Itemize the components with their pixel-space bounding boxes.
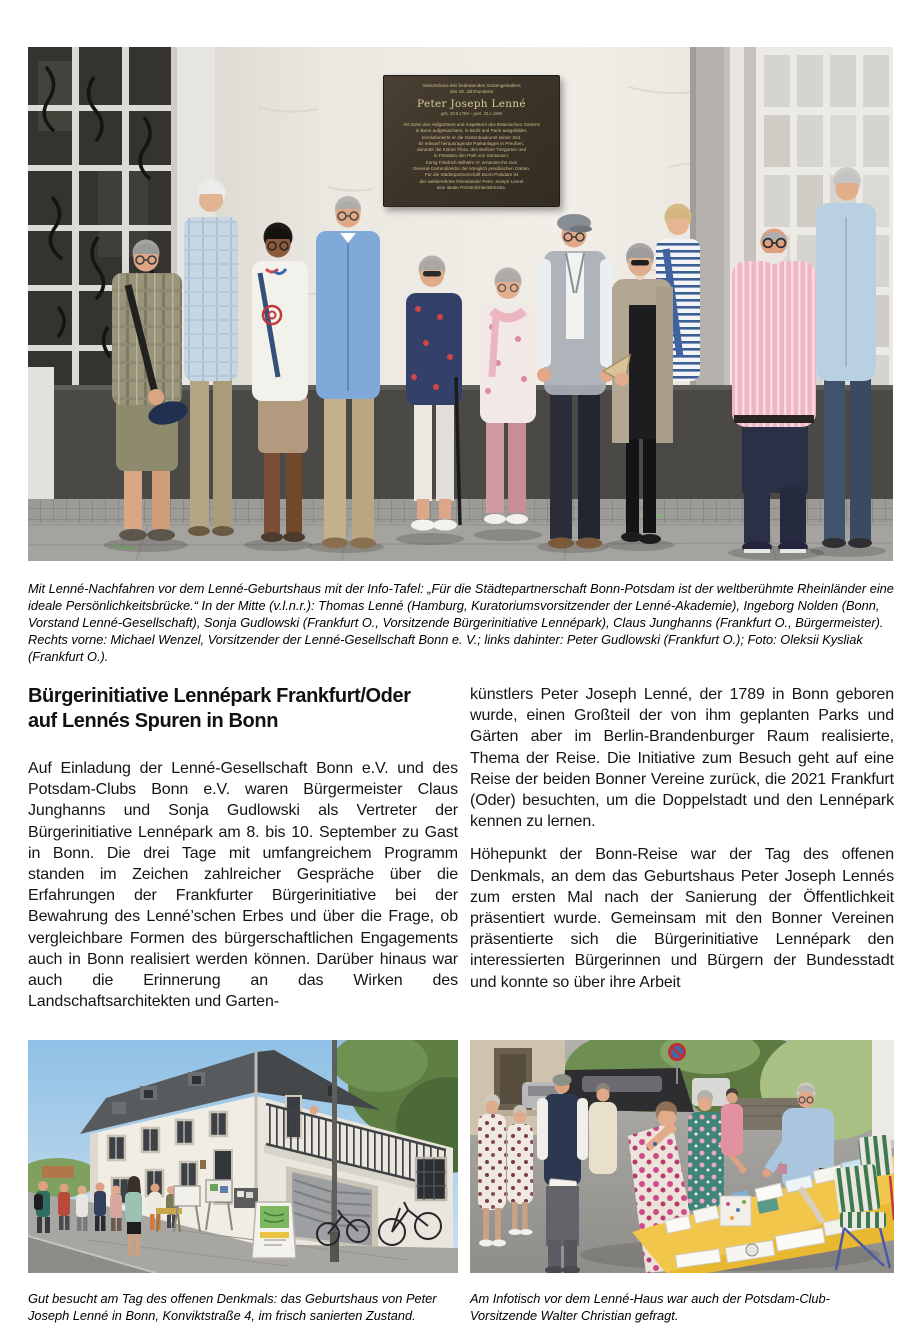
paragraph: Auf Einladung der Lenné-Gesellschaft Bonn e.V. und des Potsdam-Clubs Bonn e.V. waren Bürgermeister Claus Junghanns und Sonja Gudlowski als Vertreter der Bürgerinitiative Lennépark am 8. bis 10. September zu Gast in Bonn. Die drei Tage mit umfangreichem Programm standen im Zeichen zahlreicher Gespräche über die Erfahrungen der Frankfurter Bürgerinitiative bei der Bewahrung des Lenné’schen Erbes und über die Frage, ob vergleichbare Formen des bürgerschaftlichen Engagements auch in Bonn realisiert werden können. Darüber hinaus war auch die Erinnerung an das Wirken des Landschaftsarchitekten und Garten- bbox=[28, 760, 458, 1011]
memorial-plaque bbox=[383, 75, 560, 207]
bottom-left-photo bbox=[28, 1040, 458, 1273]
plaque-text-line: darunter die Kölner Flora, den Berliner Tiergarten und bbox=[416, 147, 527, 153]
bottom-left-caption: Gut besucht am Tag des offenen Denkmals: das Geburtshaus von Peter Joseph Lenné in Bonn, Konviktstraße 4, im frisch sanierten Zustand. bbox=[28, 1291, 437, 1323]
bottom-figures bbox=[28, 1040, 894, 1324]
a-frame-sign bbox=[252, 1202, 296, 1258]
article-left-column bbox=[28, 684, 458, 1012]
article-title-line2: auf Lennés Spuren in Bonn bbox=[28, 710, 279, 732]
left-column-paragraphs bbox=[28, 758, 458, 1012]
plaque-text-line: in Bonn aufgewachsen, in Brühl und Paris ausgebildet, bbox=[415, 128, 528, 134]
plaque-text-line: in Potsdam den Park von Sanssouci. bbox=[433, 153, 510, 159]
plaque-text-line: revolutionierte er die Gartenbaukunst seiner Zeit. bbox=[421, 134, 522, 140]
mug bbox=[778, 1164, 787, 1174]
info-table-scene bbox=[470, 1040, 894, 1273]
article-right-column bbox=[470, 684, 894, 1012]
door-jamb bbox=[28, 367, 54, 517]
article-title-line1: Bürgerinitiative Lennépark Frankfurt/Oder bbox=[28, 685, 411, 707]
plaque-name: Peter Joseph Lenné bbox=[417, 98, 526, 110]
plaque-text-line: König Friedrich Wilhelm IV. ernannte ihn zum bbox=[425, 159, 518, 165]
bottom-right-photo bbox=[470, 1040, 894, 1273]
article bbox=[28, 684, 894, 1012]
flower-box bbox=[720, 1196, 751, 1226]
article-title bbox=[28, 684, 458, 734]
plaque-heading: Geburtshaus des bedeutenden Gartengestalters bbox=[422, 83, 521, 88]
plaque-heading2: des 19. Jahrhunderts bbox=[449, 89, 494, 94]
top-photo bbox=[28, 47, 893, 561]
lenne-house-scene bbox=[28, 1040, 458, 1273]
bottom-right-caption: Am Infotisch vor dem Lenné-Haus war auch der Potsdam-Club-Vorsitzende Walter Christian gefragt. bbox=[470, 1291, 830, 1323]
plaque-text-line: Er entwarf herausragende Parkanlagen in Preußen, bbox=[418, 140, 525, 146]
top-photo-caption: Mit Lenné-Nachfahren vor dem Lenné-Geburtshaus mit der Info-Tafel: „Für die Städtepartnerschaft Bonn-Potsdam ist der weltberühmte Rheinländer eine ideale Persönlichkeitsbrücke.“ In der Mitte (v.l.n.r.): Thomas Lenné (Hamburg, Kuratoriumsvorsitzender der Lenné-Akademie), Ingeborg Nolden (Bonn, Vorstand Lenné-Gesellschaft), Sonja Gudlowski (Frankfurt O., Vorsitzende Bürgerinitiative Lennépark), Claus Junghanns (Frankfurt O., Bürgermeister). Rechts vorne: Michael Wenzel, Vorsitzender der Lenné-Gesellschaft Bonn e. V.; links dahinter: Peter Gudlowski (Frankfurt O.); Foto: Oleksii Kysliak (Frankfurt O.). bbox=[28, 580, 894, 664]
plaque-dates: geb. 29.9.1789 – gest. 23.1.1866 bbox=[440, 111, 503, 116]
door-plaque bbox=[200, 1160, 206, 1169]
plaque-text-line: Für die Städtepartnerschaft Bonn-Potsdam ist bbox=[424, 172, 519, 178]
plaque-text-line: Als Sohn des Hofgärtners und Inspektors des Botanischen Gartens bbox=[403, 122, 540, 127]
figure-info-table bbox=[470, 1040, 894, 1324]
paragraph: Höhepunkt der Bonn-Reise war der Tag des offenen Denkmals, an dem das Geburtshaus Peter Joseph Lennés zum ersten Mal nach der Sanierung der Öffentlichkeit präsentiert wurde. Gemeinsam mit den Bonner Vereinen präsentierte sich die Bürgerinitiative Lennépark den interessierten Bürgerinnen und Bürgern der Bundesstadt und konnte so über ihre Arbeit bbox=[470, 846, 894, 991]
figure-lenne-house bbox=[28, 1040, 458, 1324]
right-column-paragraphs bbox=[470, 684, 894, 993]
plaque-body bbox=[384, 122, 559, 191]
plaque-text-line: eine ideale Persönlichkeitsbrücke. bbox=[436, 184, 507, 190]
plaque-text-line: der weltberühmte Rheinländer Peter Joseph Lenné bbox=[419, 178, 524, 184]
lattice-window bbox=[416, 1158, 446, 1200]
pilaster bbox=[872, 1040, 894, 1144]
plaque-text-line: General-Gartendirektor der königlich preußischen Gärten. bbox=[412, 166, 531, 172]
paragraph: künstlers Peter Joseph Lenné, der 1789 in Bonn geboren wurde, einen Großteil der von ihm geplanten Parks und Gärten aber im Berlin-Brandenburger Raum realisierte, Thema der Reise. Die Initiative zum Besuch geht auf eine Reise der beiden Bonner Vereine zurück, die 2021 Frankfurt (Oder) besuchten, um die Doppelstadt und den Lennépark kennen zu lernen. bbox=[470, 686, 894, 831]
